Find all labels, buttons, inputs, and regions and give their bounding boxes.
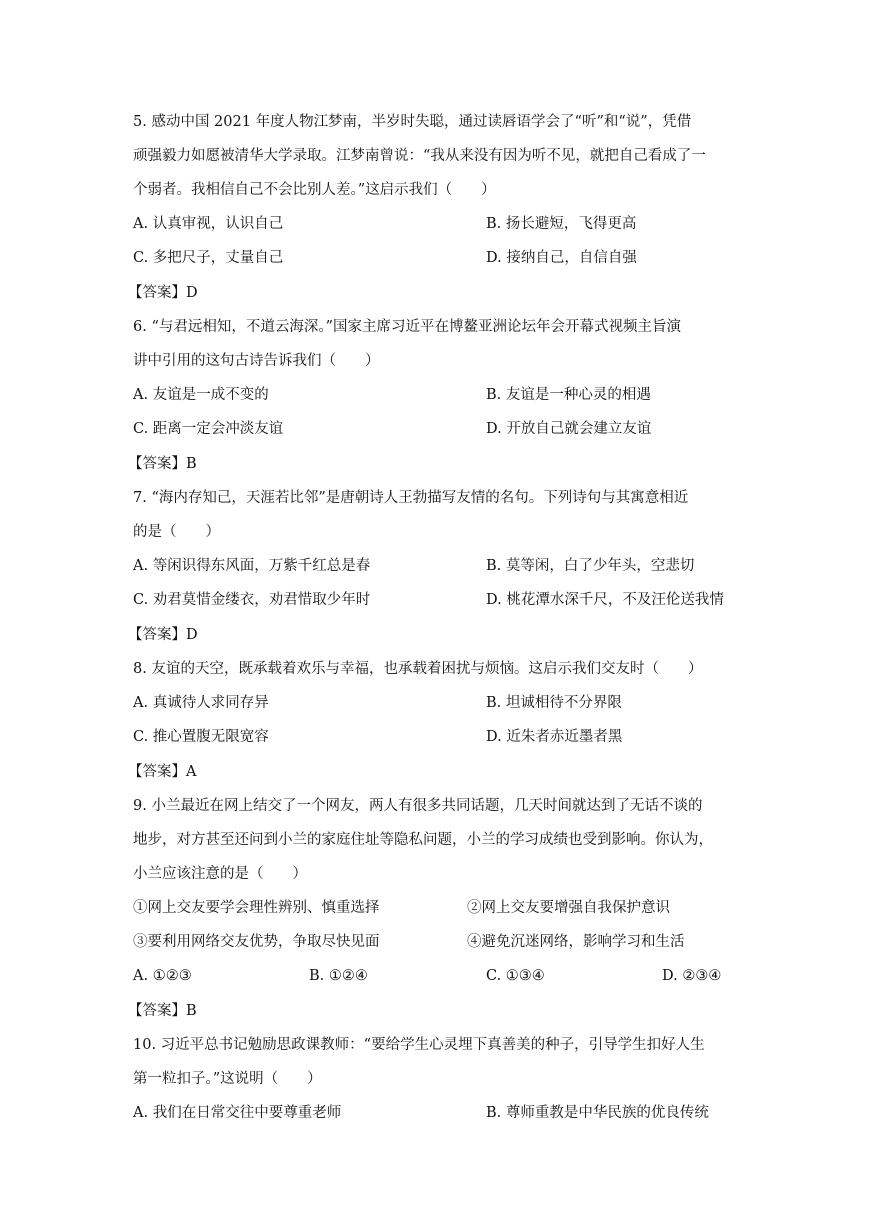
q5-stem-line-1: 5. 感动中国 2021 年度人物江梦南，半岁时失聪，通过读唇语学会了“听”和“说”，凭借 bbox=[133, 114, 692, 130]
q8-stem-line-1: 8. 友谊的天空，既承载着欢乐与幸福，也承载着困扰与烦恼。这启示我们交友时（ ） bbox=[133, 661, 703, 677]
q5-option-a: A. 认真审视，认识自己 bbox=[133, 216, 284, 232]
q9-stem-line-1: 9. 小兰最近在网上结交了一个网友，两人有很多共同话题，几天时间就达到了无话不谈的 bbox=[133, 798, 703, 814]
q7-option-a: A. 等闲识得东风面，万紫千红总是春 bbox=[133, 558, 371, 574]
q9-statement-2: ②网上交友要增强自我保护意识 bbox=[467, 900, 670, 916]
q10-stem-line-2: 第一粒扣子。”这说明（ ） bbox=[133, 1071, 322, 1087]
q9-statement-3: ③要利用网络交友优势，争取尽快见面 bbox=[133, 934, 380, 950]
q7-answer: 【答案】D bbox=[128, 627, 198, 643]
q7-stem-line-2: 的是（ ） bbox=[133, 524, 220, 540]
q9-statement-4: ④避免沉迷网络，影响学习和生活 bbox=[467, 934, 685, 950]
q9-option-d: D. ②③④ bbox=[662, 968, 722, 984]
q7-option-c: C. 劝君莫惜金缕衣，劝君惜取少年时 bbox=[133, 592, 371, 608]
q6-stem-line-1: 6. “与君远相知，不道云海深。”国家主席习近平在博鳌亚洲论坛年会开幕式视频主旨演 bbox=[133, 319, 682, 335]
q7-stem-line-1: 7. “海内存知己，天涯若比邻”是唐朝诗人王勃描写友情的名句。下列诗句与其寓意相近 bbox=[133, 490, 689, 506]
q6-option-d: D. 开放自己就会建立友谊 bbox=[486, 421, 652, 437]
q10-stem-line-1: 10. 习近平总书记勉励思政课教师：“要给学生心灵埋下真善美的种子，引导学生扣好人生 bbox=[133, 1037, 705, 1053]
q8-answer: 【答案】A bbox=[128, 764, 197, 780]
q10-option-b: B. 尊师重教是中华民族的优良传统 bbox=[486, 1105, 709, 1121]
q10-option-a: A. 我们在日常交往中要尊重老师 bbox=[133, 1105, 342, 1121]
q6-answer: 【答案】B bbox=[128, 456, 197, 472]
q9-option-a: A. ①②③ bbox=[133, 968, 192, 984]
q6-option-a: A. 友谊是一成不变的 bbox=[133, 387, 269, 403]
q9-stem-line-2: 地步，对方甚至还问到小兰的家庭住址等隐私问题，小兰的学习成绩也受到影响。你认为， bbox=[133, 832, 713, 848]
q5-option-b: B. 扬长避短，飞得更高 bbox=[486, 216, 637, 232]
q5-answer: 【答案】D bbox=[128, 285, 198, 301]
q8-option-a: A. 真诚待人求同存异 bbox=[133, 695, 269, 711]
q9-statement-1: ①网上交友要学会理性辨别、慎重选择 bbox=[133, 900, 380, 916]
q8-option-b: B. 坦诚相待不分界限 bbox=[486, 695, 622, 711]
q9-option-b: B. ①②④ bbox=[309, 968, 368, 984]
q5-stem-line-3: 个弱者。我相信自己不会比别人差。”这启示我们（ ） bbox=[133, 182, 496, 198]
q5-option-d: D. 接纳自己，自信自强 bbox=[486, 250, 637, 266]
q7-option-d: D. 桃花潭水深千尺，不及汪伦送我情 bbox=[486, 592, 724, 608]
q7-option-b: B. 莫等闲，白了少年头，空悲切 bbox=[486, 558, 695, 574]
q9-option-c: C. ①③④ bbox=[486, 968, 545, 984]
q6-stem-line-2: 讲中引用的这句古诗告诉我们（ ） bbox=[133, 353, 380, 369]
q9-answer: 【答案】B bbox=[128, 1003, 197, 1019]
q8-option-d: D. 近朱者赤近墨者黑 bbox=[486, 729, 623, 745]
q6-option-c: C. 距离一定会冲淡友谊 bbox=[133, 421, 284, 437]
q8-option-c: C. 推心置腹无限宽容 bbox=[133, 729, 269, 745]
q9-stem-line-3: 小兰应该注意的是（ ） bbox=[133, 866, 307, 882]
q5-stem-line-2: 顽强毅力如愿被清华大学录取。江梦南曾说：“我从来没有因为听不见，就把自己看成了一 bbox=[133, 148, 706, 164]
q6-option-b: B. 友谊是一种心灵的相遇 bbox=[486, 387, 651, 403]
q5-option-c: C. 多把尺子，丈量自己 bbox=[133, 250, 284, 266]
